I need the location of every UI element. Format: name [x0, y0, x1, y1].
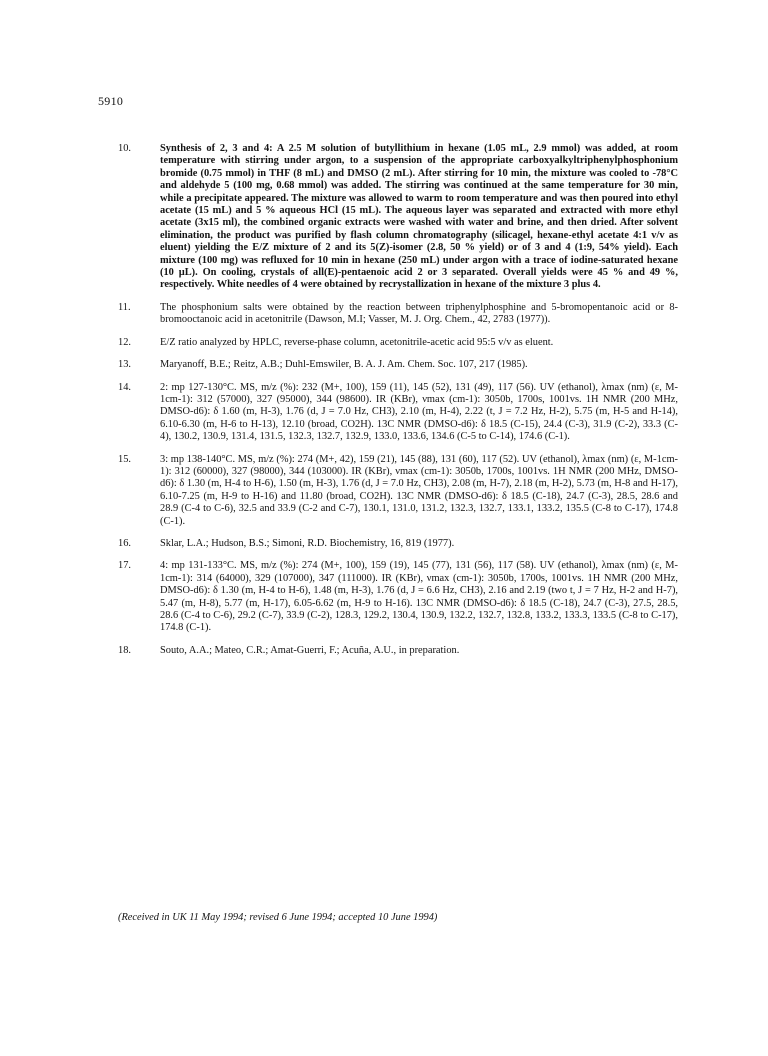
note-number: 10. [118, 143, 131, 154]
note-10 [118, 143, 678, 292]
note-18 [118, 645, 678, 657]
note-text: The phosphonium salts were obtained by the reaction between triphenylphosphine and 5-bromopentanoic acid or 8-bromooctanoic acid in acetonitrile (Dawson, M.I; Vasser, M. J. Org. Chem., 42, 2783 (1977)). [160, 301, 678, 326]
note-number: 11. [118, 301, 131, 313]
note-text: 3: mp 138-140°C. MS, m/z (%): 274 (M+, 42), 159 (21), 145 (88), 131 (60), 117 (52). UV (ethanol), λmax (nm) (ε, M-1cm-1): 312 (60000), 327 (98000), 344 (103000). IR (KBr), νmax (cm-1): 3050b, 1700s, 1001vs. 1H NMR (200 MHz, DMSO-d6): δ 1.30 (m, H-4 to H-6), 1.50 (m, H-3), 1.76 (d, J = 7.0 Hz, CH3), 2.08 (m, H-7), 2.18 (m, H-2), 5.73 (m, H-8 and H-17), 6.10-7.25 (m, H-9 to H-16) and 11.80 (broad, CO2H). 13C NMR (DMSO-d6): δ 18.5 (C-18), 24.7 (C-3), 28.5, 28.6 and 28.9 (C-4 to C-6), 32.5 and 33.9 (C-2 and C-7), 130.1, 131.0, 131.2, 132.3, 132.7, 133.1, 133.2, 135.5 (C-8 to C-17), 174.8 (C-1). [160, 453, 678, 527]
note-text: 2: mp 127-130°C. MS, m/z (%): 232 (M+, 100), 159 (11), 145 (52), 131 (49), 117 (56). UV (ethanol), λmax (nm) (ε, M-1cm-1): 312 (57000), 327 (95000), 344 (98600). IR (KBr), νmax (cm-1): 3050b, 1700s, 1001vs. 1H NMR (200 MHz, DMSO-d6): δ 1.60 (m, H-3), 1.76 (d, J = 7.0 Hz, CH3), 2.10 (m, H-4), 2.22 (t, J = 7.2 Hz, H-2), 5.75 (m, H-5 and H-14), 6.10-6.30 (m, H-6 to H-13), 12.10 (broad, CO2H). 13C NMR (DMSO-d6): δ 18.5 (C-15), 24.4 (C-3), 31.9 (C-2), 33.3 (C-4), 130.2, 130.9, 131.4, 131.5, 132.3, 132.7, 132.9, 133.0, 133.6, 134.6 (C-5 to C-14), 174.6 (C-1). [160, 381, 678, 443]
note-11 [118, 302, 678, 327]
note-15 [118, 454, 678, 528]
note-text: Maryanoff, B.E.; Reitz, A.B.; Duhl-Emswiler, B. A. J. Am. Chem. Soc. 107, 217 (1985). [160, 359, 528, 371]
note-16 [118, 538, 678, 550]
note-text: Synthesis of 2, 3 and 4: A 2.5 M solution of butyllithium in hexane (1.05 mL, 2.9 mmol) was added, at room temperature with stirring under argon, to a suspension of the appropriate carboxyalkyltriphenylphosphonium bromide (0.75 mmol) in THF (8 mL) and DMSO (2 mL). After stirring for 10 min, the mixture was cooled to -78°C and aldehyde 5 (100 mg, 0.68 mmol) was added. The stirring was continued at the same temperature for 30 min, while a precipitate appeared. The mixture was allowed to warm to room temperature and was then poured into ethyl acetate (15 mL) and 5 % aqueous HCl (15 mL). The aqueous layer was separated and extracted with more ethyl acetate (3x15 ml), the combined organic extracts were washed with water and brine, and then dried. After solvent elimination, the product was purified by flash column chromatography (silicagel, hexane-ethyl acetate 4:1 v/v as eluent) yielding the E/Z mixture of 2 and its 5(Z)-isomer (2.8, 50 % yield) or of 3 and 4 (1:9, 54% yield). Each mixture (100 mg) was refluxed for 10 min in hexane (250 mL) under argon with a trace of iodine-saturated hexane (10 µL). On cooling, crystals of all(E)-pentaenoic acid 2 or 3 separated. Overall yields were 45 % and 49 %, respectively. White needles of 4 were obtained by recrystallization in hexane of the mixture 3 plus 4. [160, 143, 678, 291]
page-number: 5910 [98, 94, 124, 108]
note-text: Sklar, L.A.; Hudson, B.S.; Simoni, R.D. Biochemistry, 16, 819 (1977). [160, 537, 455, 549]
note-number: 16. [118, 537, 131, 549]
received-dates: (Received in UK 11 May 1994; revised 6 June 1994; accepted 10 June 1994) [118, 912, 438, 923]
note-text: E/Z ratio analyzed by HPLC, reverse-phase column, acetonitrile-acetic acid 95:5 v/v as eluent. [160, 336, 554, 348]
note-13 [118, 359, 678, 371]
note-number: 17. [118, 560, 131, 572]
note-text: 4: mp 131-133°C. MS, m/z (%): 274 (M+, 100), 159 (19), 145 (77), 131 (56), 117 (58). UV (ethanol), λmax (nm) (ε, M-1cm-1): 314 (64000), 329 (107000), 347 (111000). IR (KBr), νmax (cm-1): 3050b, 1700s, 1001vs. 1H NMR (200 MHz, DMSO-d6): δ 1.30 (m, H-4 to H-6), 1.48 (m, H-3), 1.76 (d, J = 6.6 Hz, CH3), 2.16 and 2.19 (two t, J = 7 Hz, H-2 and H-7), 5.47 (m, H-8), 5.77 (m, H-17), 6.05-6.62 (m, H-9 to H-16). 13C NMR (DMSO-d6): δ 18.5 (C-18), 24.7 (C-3), 27.5, 28.5, 28.6 (C-4 to C-6), 29.2 (C-7), 33.9 (C-2), 128.3, 129.2, 130.4, 130.9, 132.2, 132.7, 132.8, 133.2, 133.3, 133.5 (C-8 to C-17), 174.8 (C-1). [160, 560, 678, 634]
note-number: 13. [118, 359, 131, 371]
note-number: 14. [118, 381, 131, 393]
notes-list [118, 143, 678, 667]
note-12 [118, 337, 678, 349]
note-14 [118, 382, 678, 444]
note-17 [118, 560, 678, 634]
note-number: 12. [118, 336, 131, 348]
note-number: 18. [118, 644, 131, 656]
note-text: Souto, A.A.; Mateo, C.R.; Amat-Guerri, F.; Acuña, A.U., in preparation. [160, 644, 460, 656]
note-number: 15. [118, 453, 131, 465]
